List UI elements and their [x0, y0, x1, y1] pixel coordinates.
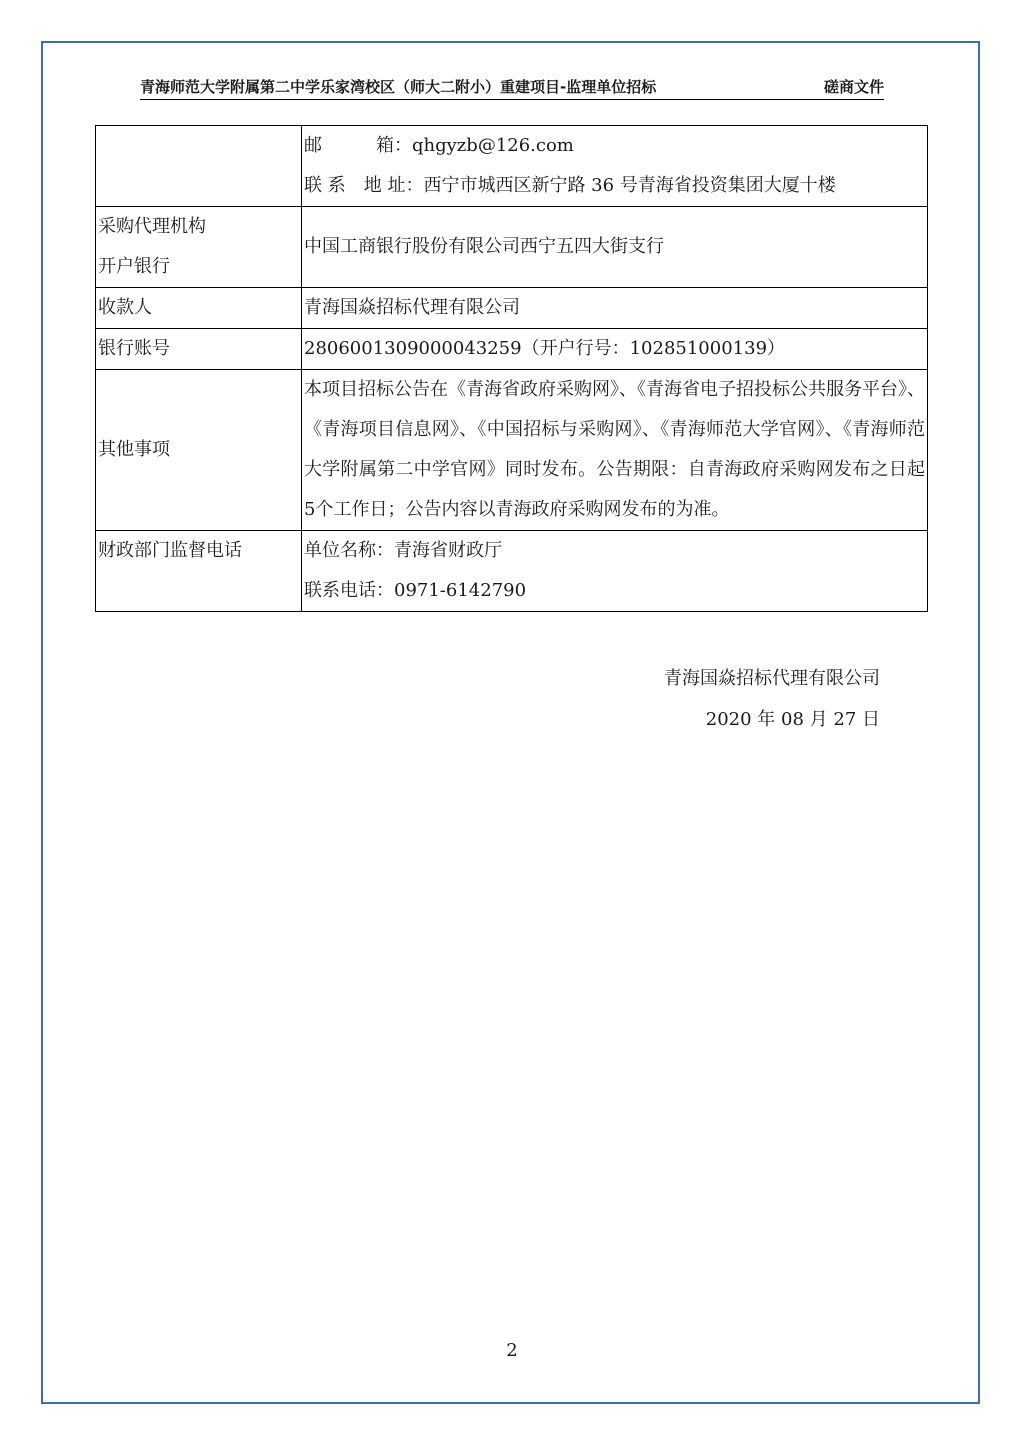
bank-label-line2: 开户银行 [98, 256, 170, 277]
bank-label-line1: 采购代理机构 [98, 216, 206, 237]
table-row-contact [96, 126, 928, 207]
other-value: 本项目招标公告在《青海省政府采购网》、《青海省电子招投标公共服务平台》、《青海项目信息网》、《中国招标与采购网》、《青海师范大学官网》、《青海师范大学附属第二中学官网》同时发布。公告期限：自青海政府采购网发布之日起5个工作日；公告内容以青海政府采购网发布的为准。 [304, 379, 925, 520]
contact-value-cell [302, 126, 928, 207]
supervision-unit: 单位名称：青海省财政厅 [304, 540, 502, 561]
supervision-label: 财政部门监督电话 [96, 531, 302, 612]
email-label: 邮 箱： [304, 135, 412, 156]
bank-value-cell: 中国工商银行股份有限公司西宁五四大街支行 [302, 207, 928, 288]
bank-label-cell [96, 207, 302, 288]
address-line [304, 166, 927, 206]
header-title: 青海师范大学附属第二中学乐家湾校区（师大二附小）重建项目-监理单位招标 [140, 78, 657, 96]
contact-label-cell [96, 126, 302, 207]
email-value: qhgyzb@126.com [412, 135, 574, 156]
table-row-bank [96, 207, 928, 288]
supervision-phone: 联系电话：0971-6142790 [304, 580, 527, 601]
account-value: 2806001309000043259（开户行号：102851000139） [302, 329, 928, 370]
payee-label: 收款人 [96, 288, 302, 329]
supervision-value-cell [302, 531, 928, 612]
other-value-cell [302, 370, 928, 531]
header-doc-type: 磋商文件 [823, 78, 884, 96]
signature-date: 2020 年 08 月 27 日 [705, 709, 880, 730]
payee-value: 青海国焱招标代理有限公司 [302, 288, 928, 329]
document-header [140, 72, 884, 100]
table-row-supervision [96, 531, 928, 612]
email-line [304, 126, 927, 166]
address-label: 联 系 地 址： [304, 175, 424, 196]
address-value: 西宁市城西区新宁路 36 号青海省投资集团大厦十楼 [423, 175, 836, 196]
signature-company: 青海国焱招标代理有限公司 [664, 668, 880, 689]
page-number: 2 [506, 1340, 518, 1361]
table-row-other [96, 370, 928, 531]
info-table [95, 125, 928, 612]
other-label: 其他事项 [96, 370, 302, 531]
signature-block [664, 658, 880, 740]
table-row-account [96, 329, 928, 370]
account-label: 银行账号 [96, 329, 302, 370]
table-row-payee [96, 288, 928, 329]
